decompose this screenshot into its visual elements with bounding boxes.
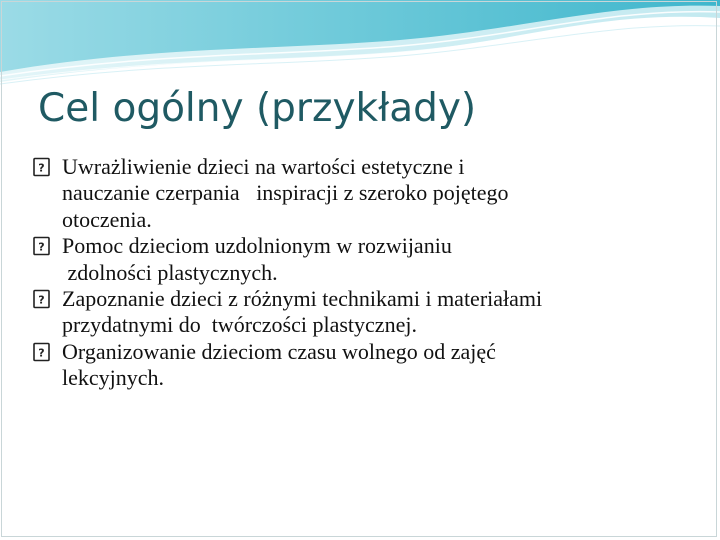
bullet-text (62, 339, 702, 392)
svg-text:?: ? (38, 346, 45, 360)
bullet-line: lekcyjnych. (62, 365, 165, 391)
slide-title: Cel ogólny (przykłady) (38, 86, 477, 131)
bullet-line: Organizowanie dzieciom czasu wolnego od zajęć (62, 338, 496, 364)
missing-glyph-box-icon (32, 342, 52, 362)
bullet-item (32, 286, 702, 339)
bullet-item (32, 339, 702, 392)
bullet-text (62, 233, 702, 286)
svg-text:?: ? (38, 161, 45, 175)
bullet-item (32, 233, 702, 286)
svg-text:?: ? (38, 240, 45, 254)
svg-text:?: ? (38, 293, 45, 307)
bullet-line: Uwrażliwienie dzieci na wartości estetyczne i (62, 154, 465, 179)
bullet-line: przydatnymi do twórczości plastycznej. (62, 312, 417, 338)
bullet-line: Pomoc dzieciom uzdolnionym w rozwijaniu (62, 233, 452, 259)
missing-glyph-box-icon (32, 236, 52, 256)
bullet-list (32, 154, 702, 392)
bullet-item (32, 154, 702, 233)
bullet-text (62, 154, 702, 233)
missing-glyph-box-icon (32, 157, 52, 177)
bullet-line: nauczanie czerpania inspiracji z szeroko pojętego (62, 180, 509, 206)
bullet-line: otoczenia. (62, 206, 152, 232)
bullet-text (62, 286, 702, 339)
bullet-line: zdolności plastycznych. (62, 259, 278, 285)
missing-glyph-box-icon (32, 289, 52, 309)
header-wave-decoration (0, 0, 720, 90)
bullet-line: Zapoznanie dzieci z różnymi technikami i materiałami (62, 285, 543, 311)
